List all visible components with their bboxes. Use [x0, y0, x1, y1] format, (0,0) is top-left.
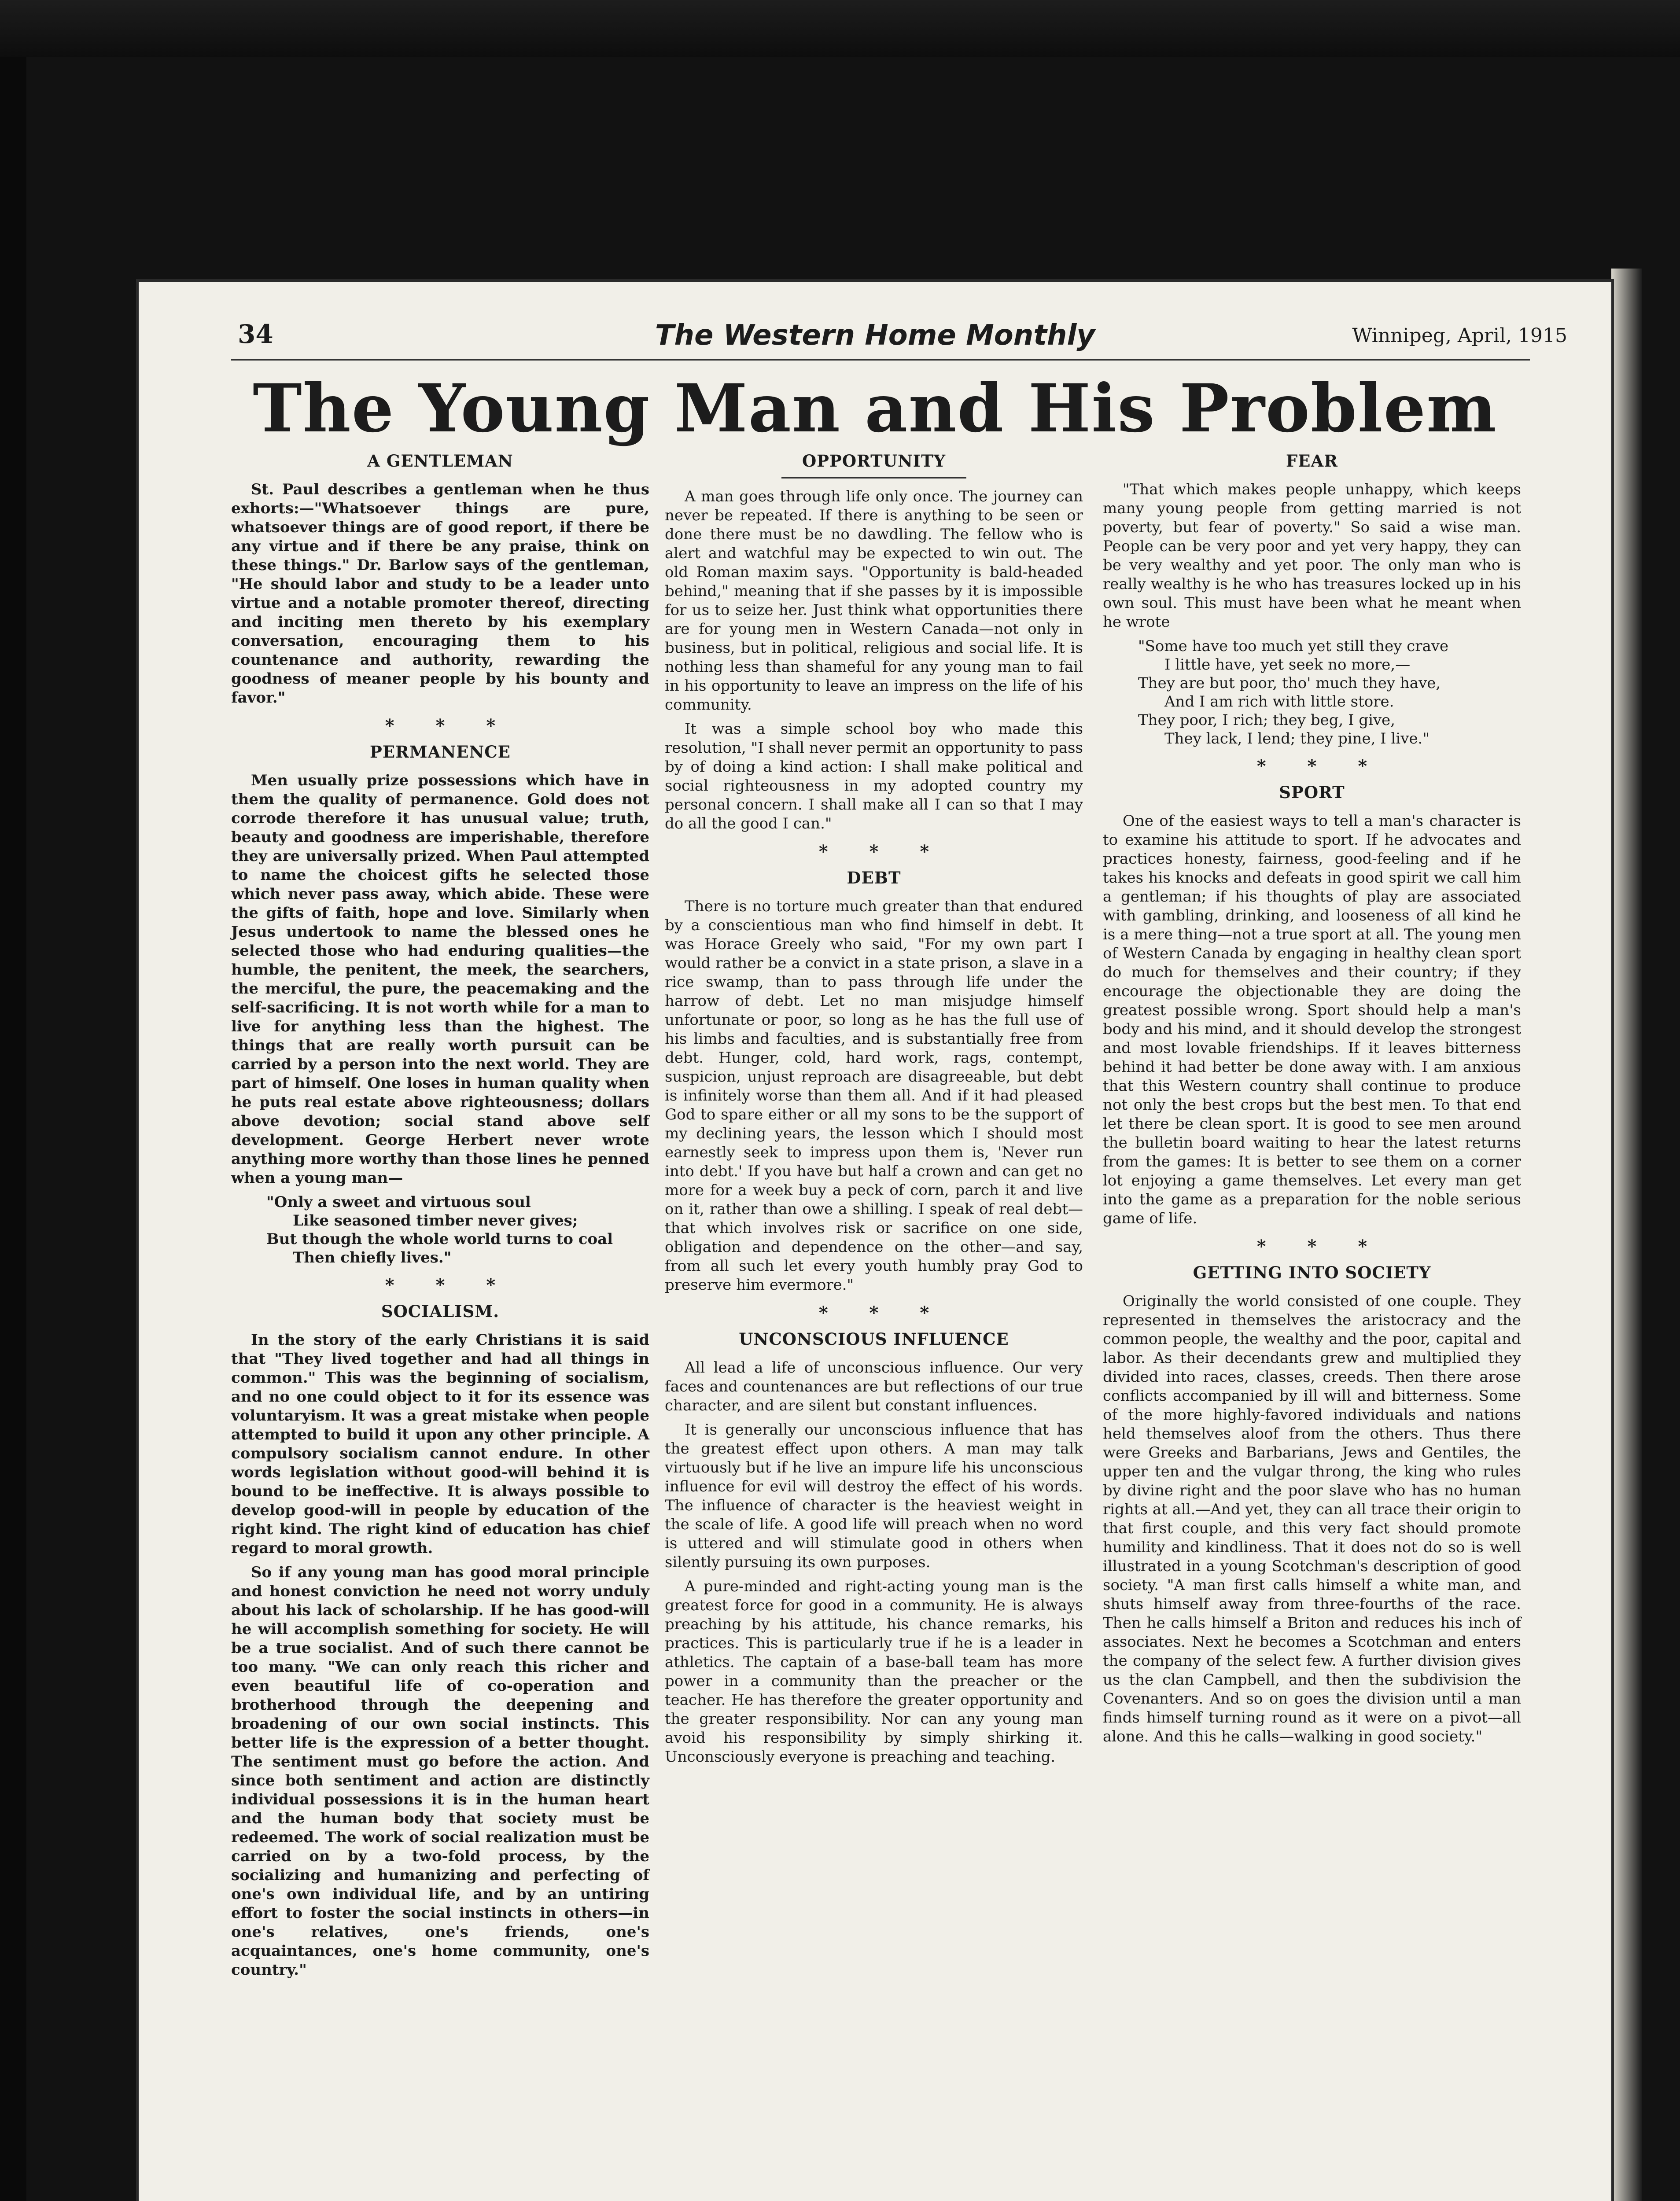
header-divider [231, 359, 1530, 361]
poem [1138, 637, 1521, 748]
magazine-page [139, 282, 1611, 2201]
section-separator: * * * [385, 715, 513, 736]
section-separator: * * * [818, 841, 947, 862]
poem-line: But though the whole world turns to coal [266, 1230, 613, 1248]
poem [266, 1193, 649, 1267]
section-separator: * * * [1256, 756, 1385, 777]
paragraph: All lead a life of unconscious influence. Our very faces and countenances are but reflections of our true character, and are silent but constant influences. [665, 1359, 1083, 1414]
paragraph: It was a simple school boy who made this resolution, "I shall never permit an opportunity to pass by of doing a kind action: I shall make political and social righteousness in my adopted country my personal concern. I shall make all I can so that I may do all the good I can." [665, 720, 1083, 832]
title-underline [781, 477, 966, 478]
paragraph: "That which makes people unhappy, which keeps many young people from getting married is not poverty, but fear of poverty." So said a wise man. People can be very poor and yet very happy, they can be very wealthy and yet poor. The only man who is really wealthy is he who has treasures locked up in his own soul. This must have been what he meant when he wrote [1103, 481, 1521, 631]
section-title-fear: FEAR [1286, 451, 1338, 471]
poem-line: I little have, yet seek no more,— [1164, 656, 1411, 674]
poem-line: "Only a sweet and virtuous soul [266, 1193, 531, 1211]
paragraph: There is no torture much greater than that endured by a conscientious man who find himself in debt. It was Horace Greely who said, "For my own part I would rather be a convict in a state prison, a slave in a rice swamp, than to pass through life under the harrow of debt. Let no man misjudge himself unfortunate or poor, so long as he has the full use of his limbs and faculties, and is substantially free from debt. Hunger, cold, hard work, rags, contempt, suspicion, unjust reproach are disagreeable, but debt is infinitely worse than them all. And if it had pleased God to spare either or all my sons to be the support of my declining years, the lesson which I should most earnestly seek to impress upon them is, 'Never run into debt.' If you have but half a crown and can get no more for a week buy a peck of corn, parch it and live on it, rather than owe a shilling. I speak of real debt—that which involves risk or sacrifice on one side, obligation and dependence on the other—and say, from all such let every youth humbly pray God to preserve him evermore." [665, 898, 1083, 1294]
section-title-socialism: SOCIALISM. [381, 1302, 500, 1321]
issue-date: Winnipeg, April, 1915 [1352, 324, 1567, 347]
column-3 [1103, 451, 1521, 1752]
section-title-opportunity: OPPORTUNITY [802, 451, 946, 471]
poem-line: They poor, I rich; they beg, I give, [1138, 711, 1396, 729]
article-headline: The Young Man and His Problem [253, 370, 1497, 447]
poem-line: They are but poor, tho' much they have, [1138, 674, 1441, 692]
section-title-permanence: PERMANENCE [370, 742, 511, 762]
section-separator: * * * [385, 1275, 513, 1296]
section-separator: * * * [818, 1303, 947, 1323]
paragraph: So if any young man has good moral principle and honest conviction he need not worry unduly about his lack of scholarship. If he has good-will he will accomplish something for society. He will be a true socialist. And of such there cannot be too many. "We can only reach this richer and even beautiful life of co-operation and brotherhood through the deepening and broadening of our own social instincts. This better life is the expression of a better thought. The sentiment must go before the action. And since both sentiment and action are distinctly individual possessions it is in the human heart and the human body that society must be redeemed. The work of social realization must be carried on by a two-fold process, by the socializing and humanizing and perfecting of one's own individual life, and by an untiring effort to foster the social instincts in others—in one's relatives, one's friends, one's acquaintances, one's home community, one's country." [231, 1564, 649, 1979]
paragraph: St. Paul describes a gentleman when he thus exhorts:—"Whatsoever things are pure, whatsoever things are of good report, if there be any virtue and if there be any praise, think on these things." Dr. Barlow says of the gentleman, "He should labor and study to be a leader unto virtue and a notable promoter thereof, directing and inciting men thereto by his exemplary conversation, encouraging them to his countenance and authority, rewarding the goodness of meaner people by his bounty and favor." [231, 481, 649, 707]
film-border-top [0, 0, 1680, 57]
magazine-title: The Western Home Monthly [655, 319, 1095, 352]
poem-line: Like seasoned timber never gives; [293, 1212, 578, 1229]
page-binding-edge [1611, 269, 1642, 2201]
paragraph: Men usually prize possessions which have in them the quality of permanence. Gold does not corrode therefore it has unusual value; truth, beauty and goodness are imperishable, therefore they are universally prized. When Paul attempted to name the choicest gifts he selected those which never pass away, which abide. These were the gifts of faith, hope and love. Similarly when Jesus undertook to name the blessed ones he selected those who had enduring qualities—the humble, the penitent, the meek, the searchers, the merciful, the pure, the peacemaking and the self-sacrificing. It is not worth while for a man to live for anything less than the highest. The things that are really worth pursuit can be carried by a person into the next world. They are part of himself. One loses in human quality when he puts real estate above righteousness; dollars above devotion; social stand above self development. George Herbert never wrote anything more worthy than those lines he penned when a young man— [231, 772, 649, 1187]
paragraph: One of the easiest ways to tell a man's character is to examine his attitude to sport. If he advocates and practices honesty, fairness, good-feeling and if he takes his knocks and defeats in good spirit we call him a gentleman; if his thoughts of play are associated with gambling, drinking, and looseness of all kind he is a mere thing—not a true sport at all. The young men of Western Canada by engaging in healthy clean sport do much for themselves and their country; if they encourage the objectionable they are doing the greatest possible wrong. Sport should help a man's body and his mind, and it should develop the strongest and most lovable friendships. If it leaves bitterness behind it had better be done away with. I am anxious that this Western country shall continue to produce not only the best crops but the best men. To that end let there be clean sport. It is good to see men around the bulletin board waiting to hear the latest returns from the games: It is better to see them on a corner lot enjoying a game themselves. Let every man get into the game as a preparation for the noble serious game of life. [1103, 812, 1521, 1227]
paragraph: A pure-minded and right-acting young man is the greatest force for good in a community. He is always preaching by his attitude, his chance remarks, his practices. This is particularly true if he is a leader in athletics. The captain of a base-ball team has more power in a community than the preacher or the teacher. He has therefore the greater opportunity and the greater responsibility. Nor can any young man avoid his responsibility by simply shirking it. Unconsciously everyone is preaching and teaching. [665, 1578, 1083, 1766]
section-title-society: GETTING INTO SOCIETY [1193, 1263, 1431, 1282]
column-2 [665, 451, 1083, 1772]
paragraph: In the story of the early Christians it is said that "They lived together and had all things in common." This was the beginning of socialism, and no one could object to it for its essence was voluntaryism. It was a great mistake when people attempted to build it upon any other principle. A compulsory socialism cannot endure. In other words legislation without good-will behind it is bound to be ineffective. It is always possible to develop good-will in people by education of the right kind. The right kind of education has chief regard to moral growth. [231, 1331, 649, 1557]
poem-line: Then chiefly lives." [293, 1249, 452, 1266]
poem-line: "Some have too much yet still they crave [1138, 637, 1449, 655]
section-title-influence: UNCONSCIOUS INFLUENCE [739, 1329, 1009, 1349]
paragraph: Originally the world consisted of one couple. They represented in themselves the aristocracy and the common people, the wealthy and the poor, capital and labor. As their decendants grew and multiplied they divided into races, classes, creeds. Then there arose conflicts accompanied by ill will and bitterness. Some of the more highly-favored individuals and nations held themselves aloof from the others. Thus there were Greeks and Barbarians, Jews and Gentiles, the upper ten and the vulgar throng, the king who rules by divine right and the poor slave who has no human rights at all.—And yet, they can all trace their origin to that first couple, and this very fact should promote humility and kindliness. That it does not do so is well illustrated in a young Scotchman's description of good society. "A man first calls himself a white man, and shuts himself away from three-fourths of the race. Then he calls himself a Briton and reduces his inch of associates. Next he becomes a Scotchman and enters the company of the select few. A further division gives us the clan Campbell, and then the subdivision the Covenanters. And so on goes the division until a man finds himself turning round as it were on a pivot—all alone. And this he calls—walking in good society." [1103, 1292, 1521, 1745]
page-header [139, 319, 1611, 359]
poem-line: And I am rich with little store. [1164, 693, 1394, 710]
paragraph: A man goes through life only once. The journey can never be repeated. If there is anything to be seen or done there must be no dawdling. The fellow who is alert and watchful may be expected to win out. The old Roman maxim says. "Opportunity is bald-headed behind," meaning that if she passes by it is impossible for us to seize her. Just think what opportunities there are for young men in Western Canada—not only in business, but in political, religious and social life. It is nothing less than shameful for any young man to fail in his opportunity to leave an impress on the life of his community. [665, 488, 1083, 714]
poem-line: They lack, I lend; they pine, I live." [1164, 730, 1430, 747]
section-title-gentleman: A GENTLEMAN [367, 451, 513, 471]
column-1 [231, 451, 649, 1985]
section-title-sport: SPORT [1279, 783, 1345, 802]
paragraph: It is generally our unconscious influence that has the greatest effect upon others. A man may talk virtuously but if he live an impure life his unconscious influence for evil will destroy the effect of his words. The influence of character is the heaviest weight in the scale of life. A good life will preach when no word is uttered and will stimulate good in others when silently pursuing its own purposes. [665, 1421, 1083, 1571]
section-title-debt: DEBT [847, 868, 901, 887]
section-separator: * * * [1256, 1236, 1385, 1257]
page-number: 34 [238, 319, 273, 349]
film-edge [0, 0, 26, 2201]
